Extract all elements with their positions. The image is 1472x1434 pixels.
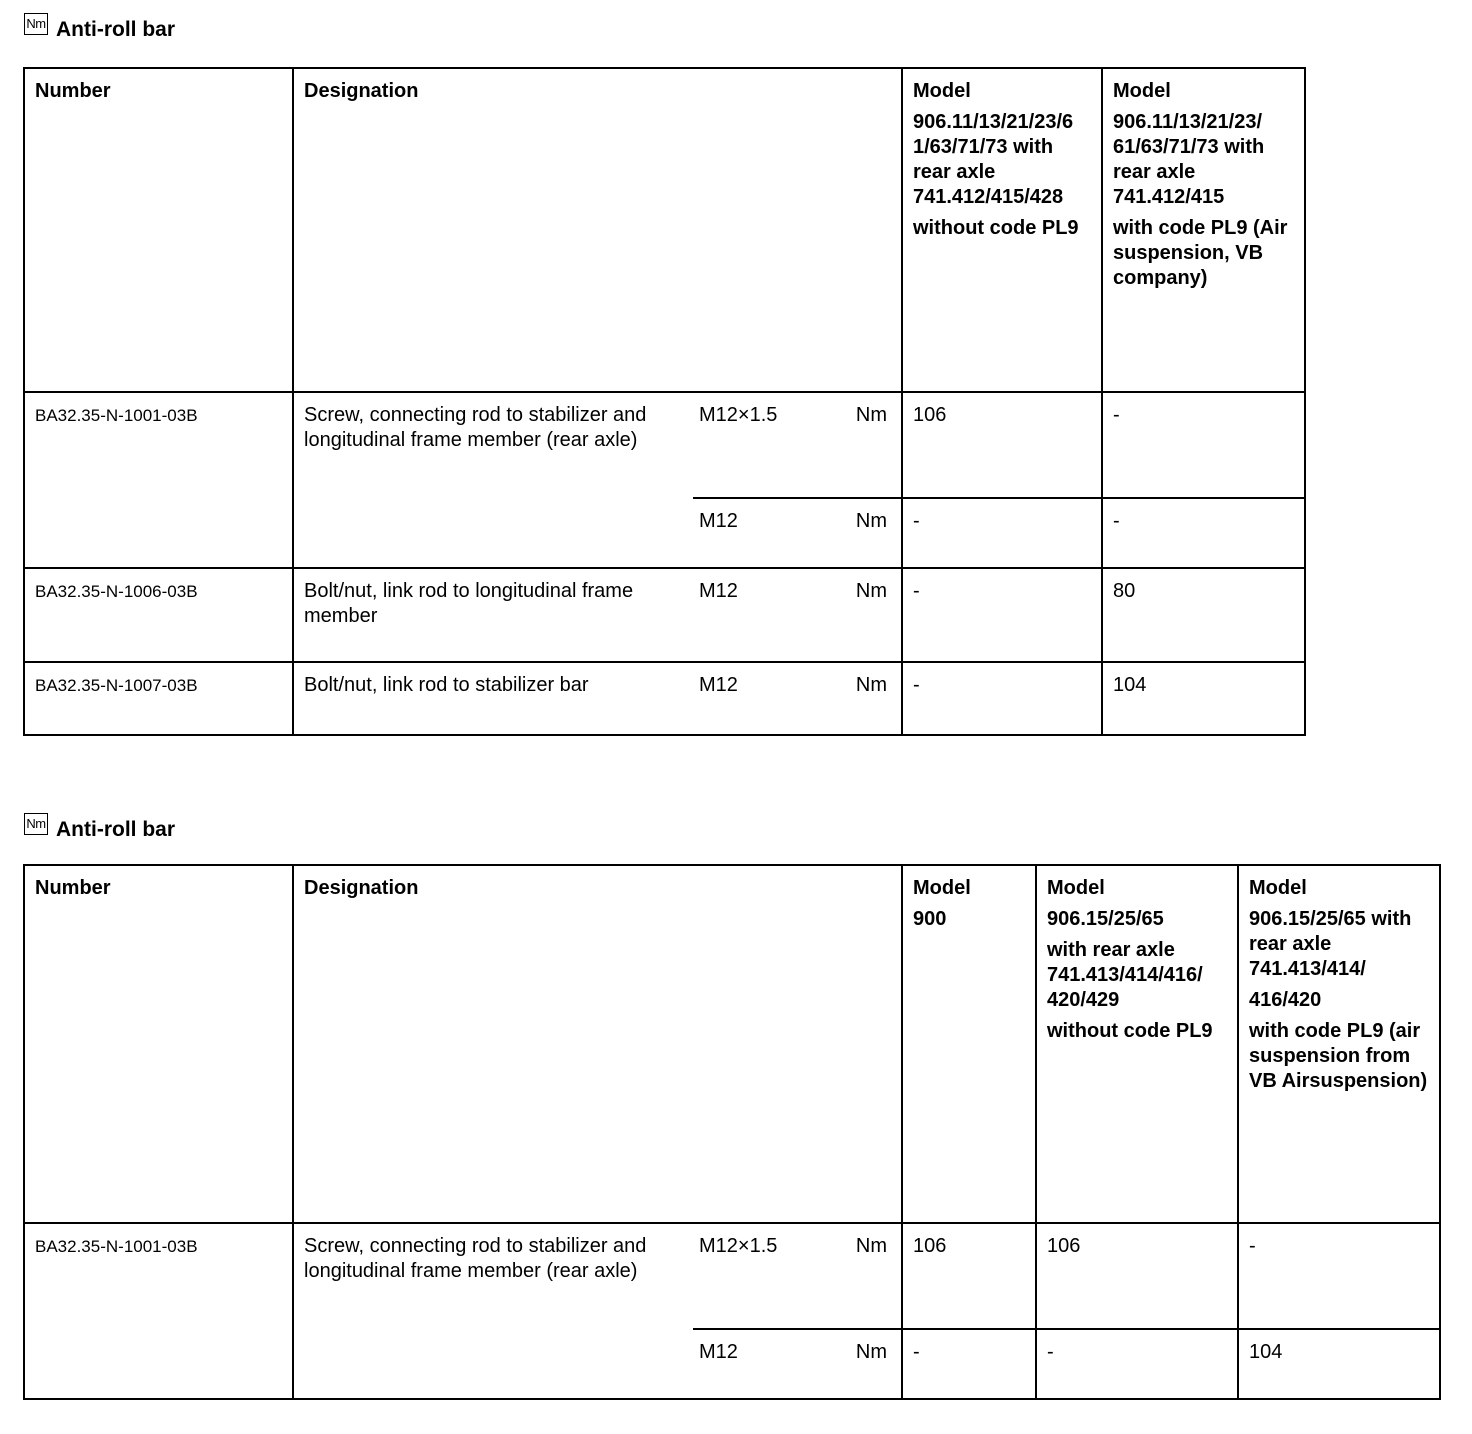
header-model-2: Model 906.11/13/21/23/ 61/63/71/73 with rear axle 741.412/415 with code PL9 (Air suspension, VB company) [1102,68,1305,392]
header-number: Number [24,865,293,1223]
row-value: - [1238,1223,1440,1329]
row-unit: Nm [833,1329,902,1399]
row-value: - [902,498,1102,568]
header-number: Number [24,68,293,392]
table-row [24,662,1305,735]
torque-table-1 [23,67,1306,736]
row-value: 104 [1238,1329,1440,1399]
row-value: 106 [902,392,1102,498]
row-size: M12 [693,662,833,735]
row-value: - [1036,1329,1238,1399]
row-number: BA32.35-N-1007-03B [24,662,293,735]
row-value: 106 [902,1223,1036,1329]
row-value: - [1102,392,1305,498]
row-designation: Bolt/nut, link rod to stabilizer bar [293,662,693,735]
row-unit: Nm [833,662,902,735]
row-unit: Nm [833,568,902,662]
torque-nm-icon: Nm [24,13,48,35]
row-designation: Screw, connecting rod to stabilizer and longitudinal frame member (rear axle) [293,392,693,568]
row-unit: Nm [833,1223,902,1329]
header-model-2: Model 906.15/25/65 with rear axle 741.413/414/416/ 420/429 without code PL9 [1036,865,1238,1223]
row-value: 104 [1102,662,1305,735]
row-number: BA32.35-N-1006-03B [24,568,293,662]
torque-table-2 [23,864,1441,1400]
section-title-1 [24,18,175,42]
row-value: - [902,568,1102,662]
table-row [24,568,1305,662]
row-size: M12×1.5 [693,1223,833,1329]
header-model-1: Model 906.11/13/21/23/6 1/63/71/73 with rear axle 741.412/415/428 without code PL9 [902,68,1102,392]
row-value: 106 [1036,1223,1238,1329]
section-title-2 [24,818,175,842]
row-size: M12 [693,568,833,662]
header-designation: Designation [293,68,902,392]
row-value: 80 [1102,568,1305,662]
row-unit: Nm [833,498,902,568]
row-size: M12 [693,1329,833,1399]
row-designation: Bolt/nut, link rod to longitudinal frame member [293,568,693,662]
header-model-3: Model 906.15/25/65 with rear axle 741.413/414/ 416/420 with code PL9 (air suspension from VB Airsuspension) [1238,865,1440,1223]
header-designation: Designation [293,865,902,1223]
section-title-text: Anti-roll bar [56,18,175,41]
row-value: - [1102,498,1305,568]
header-row [24,68,1305,392]
section-title-text: Anti-roll bar [56,818,175,841]
table-row [24,392,1305,498]
row-size: M12×1.5 [693,392,833,498]
row-value: - [902,1329,1036,1399]
row-value: - [902,662,1102,735]
header-model-1: Model 900 [902,865,1036,1223]
row-number: BA32.35-N-1001-03B [24,392,293,568]
table-row [24,1223,1440,1329]
row-unit: Nm [833,392,902,498]
header-row [24,865,1440,1223]
row-number: BA32.35-N-1001-03B [24,1223,293,1399]
row-designation: Screw, connecting rod to stabilizer and longitudinal frame member (rear axle) [293,1223,693,1399]
row-size: M12 [693,498,833,568]
torque-nm-icon: Nm [24,813,48,835]
